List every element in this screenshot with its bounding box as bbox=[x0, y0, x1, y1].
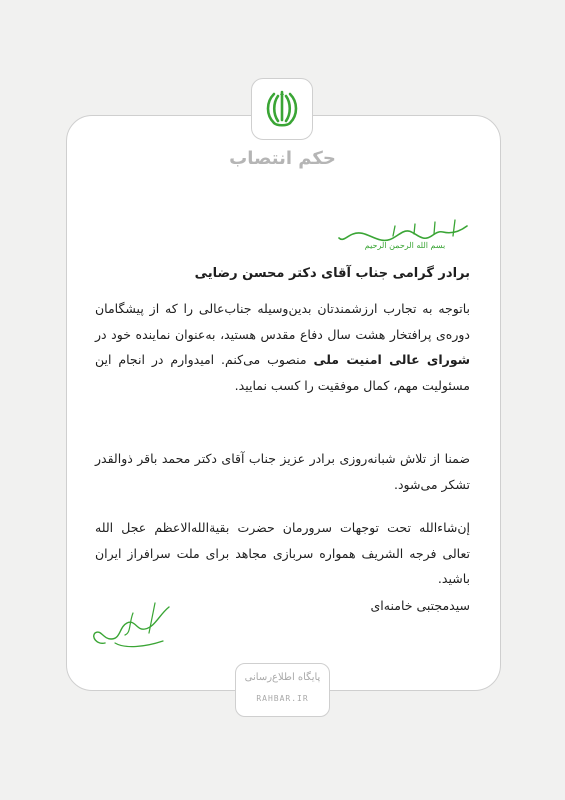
signature-image bbox=[85, 593, 175, 653]
iran-emblem-icon bbox=[265, 90, 299, 128]
paragraph-1-start: باتوجه به تجارب ارزشمندتان بدین‌وسیله جناب‌عالی را که از پیشگامان دوره‌ی پرافتخار هشت سال دفاع مقدس هستید، به‌عنوان نماینده خود در bbox=[95, 301, 470, 342]
site-url: RAHBAR.IR bbox=[256, 694, 309, 703]
paragraph-1 bbox=[95, 296, 470, 398]
basmala-calligraphy bbox=[335, 212, 475, 252]
basmala-text: بسم الله الرحمن الرحیم bbox=[364, 241, 446, 250]
paragraph-1-highlight: شورای عالی امنیت ملی bbox=[313, 352, 470, 367]
signer-name: سیدمجتبی خامنه‌ای bbox=[370, 598, 470, 613]
site-logo bbox=[235, 663, 330, 717]
page-title: حکم انتصاب bbox=[229, 148, 336, 169]
paragraph-1-end: منصوب می‌کنم. امیدوارم در انجام این مسئولیت مهم، کمال موفقیت را کسب نمایید. bbox=[95, 352, 470, 393]
salutation: برادر گرامی جناب آقای دکتر محسن رضایی bbox=[194, 266, 470, 281]
logo-text: پایگاه اطلاع‌رسانی bbox=[244, 672, 321, 683]
emblem-badge bbox=[251, 78, 313, 140]
paragraph-3: إن‌شاءالله تحت توجهات سرورمان حضرت بقیة‌الله‌الاعظم عجل الله تعالی فرجه الشریف همواره سربازی مجاهد برای ملت سرافراز ایران باشید. bbox=[95, 520, 470, 586]
paragraph-2: ضمنا از تلاش شبانه‌روزی برادر عزیز جناب آقای دکتر محمد باقر ذوالقدر تشکر می‌شود. bbox=[95, 451, 470, 492]
